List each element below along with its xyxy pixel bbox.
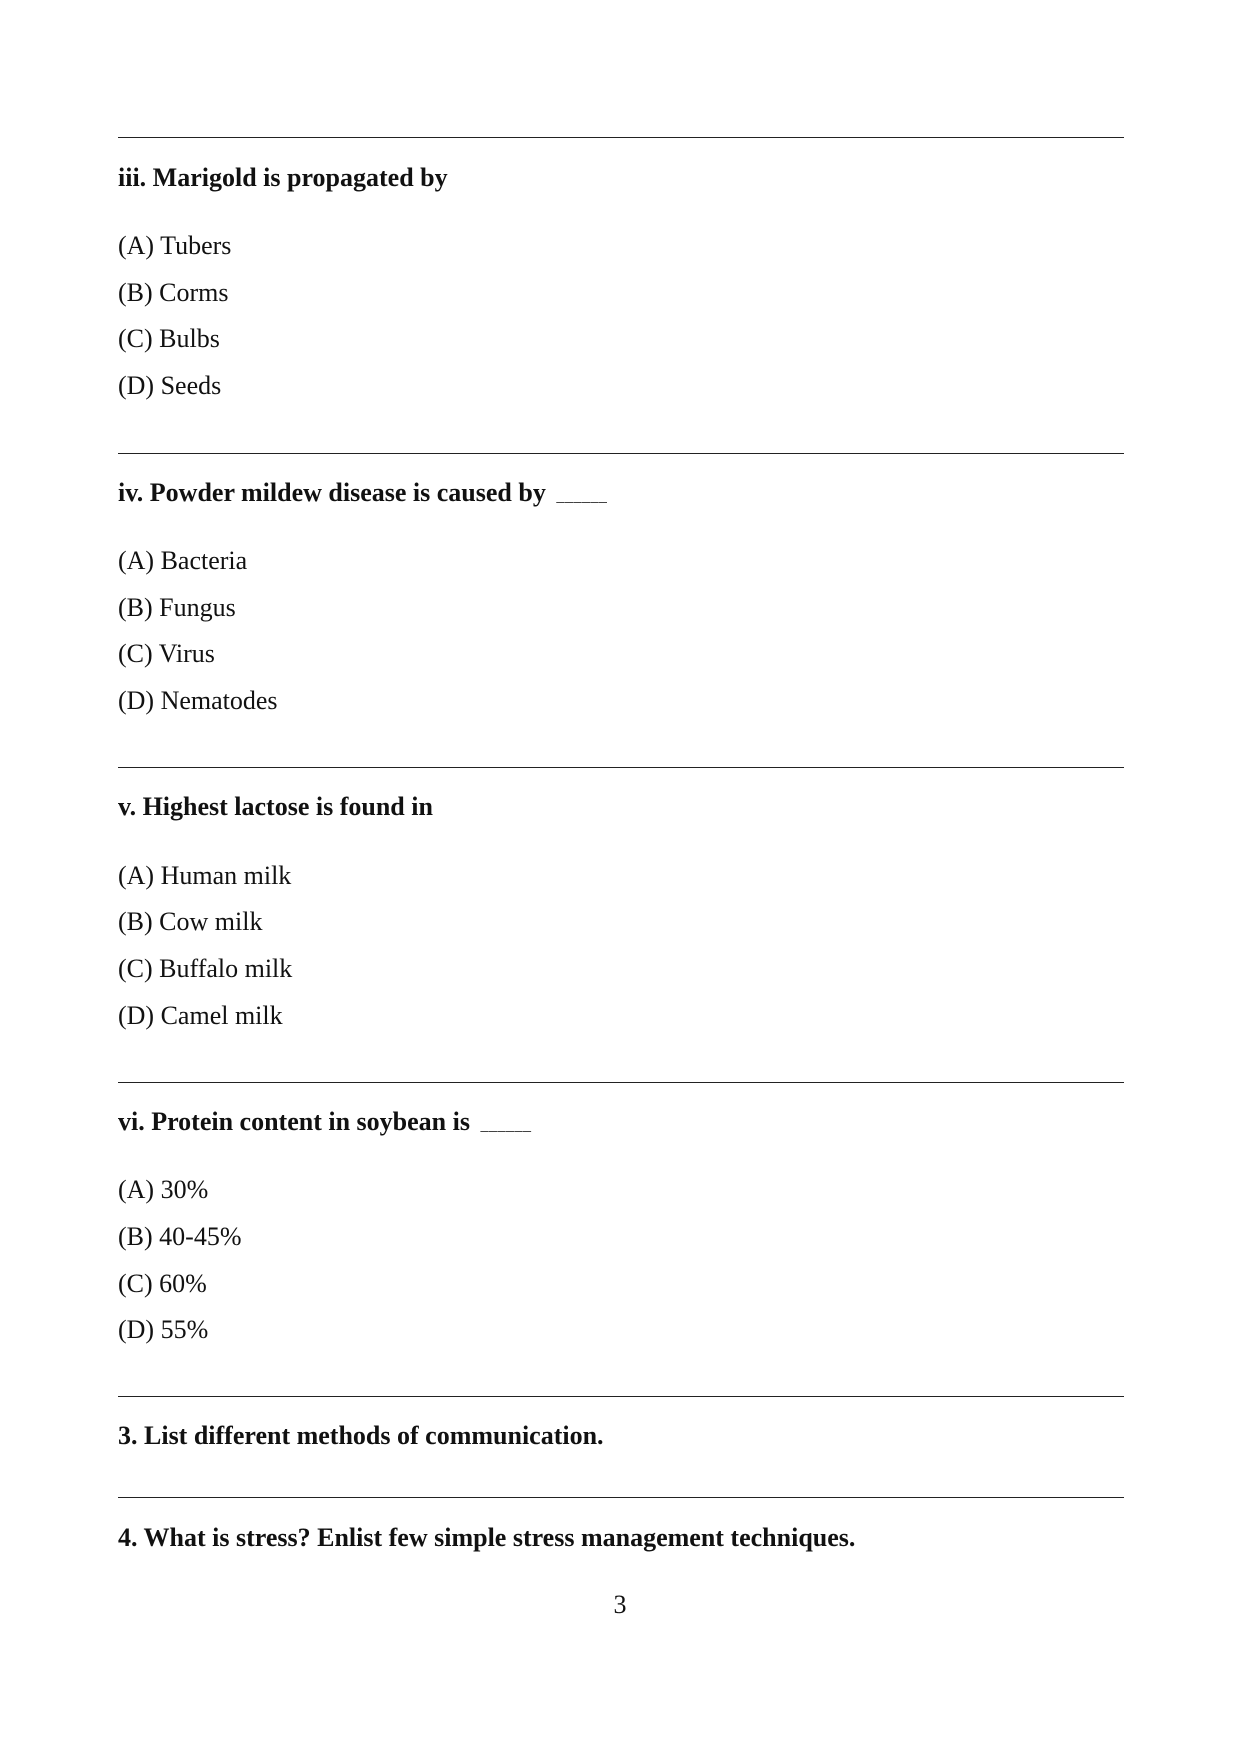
- divider: [118, 1082, 1124, 1083]
- option-c: (C) Buffalo milk: [118, 954, 293, 983]
- option-b: (B) Corms: [118, 278, 229, 307]
- question-text: v. Highest lactose is found in: [118, 792, 433, 821]
- option-a: (A) Tubers: [118, 231, 232, 260]
- question-text: 4. What is stress? Enlist few simple stress management techniques.: [118, 1523, 856, 1552]
- divider: [118, 1396, 1124, 1397]
- question-3: [118, 1421, 604, 1451]
- question-4: [118, 1523, 855, 1553]
- question-iv: [118, 478, 607, 512]
- option-d: (D) Camel milk: [118, 1001, 283, 1030]
- divider: [118, 137, 1124, 138]
- question-v: [118, 792, 433, 822]
- answer-blank: ______: [556, 488, 608, 505]
- question-text: 3. List different methods of communication.: [118, 1421, 604, 1450]
- option-d: (D) Seeds: [118, 371, 222, 400]
- question-text: iv. Powder mildew disease is caused by: [118, 478, 546, 507]
- question-text: iii. Marigold is propagated by: [118, 163, 448, 192]
- option-c: (C) Virus: [118, 639, 215, 668]
- option-a: (A) 30%: [118, 1175, 209, 1204]
- answer-blank: ______: [480, 1117, 532, 1134]
- question-iii: [118, 163, 448, 193]
- option-b: (B) 40-45%: [118, 1222, 242, 1251]
- divider: [118, 1497, 1124, 1498]
- question-text: vi. Protein content in soybean is: [118, 1107, 470, 1136]
- option-d: (D) 55%: [118, 1315, 209, 1344]
- option-a: (A) Human milk: [118, 861, 292, 890]
- option-d: (D) Nematodes: [118, 686, 278, 715]
- option-a: (A) Bacteria: [118, 546, 248, 575]
- divider: [118, 453, 1124, 454]
- question-vi: [118, 1107, 531, 1141]
- option-c: (C) 60%: [118, 1269, 207, 1298]
- page-number: 3: [613, 1590, 627, 1619]
- option-c: (C) Bulbs: [118, 324, 220, 353]
- option-b: (B) Cow milk: [118, 907, 263, 936]
- option-b: (B) Fungus: [118, 593, 236, 622]
- divider: [118, 767, 1124, 768]
